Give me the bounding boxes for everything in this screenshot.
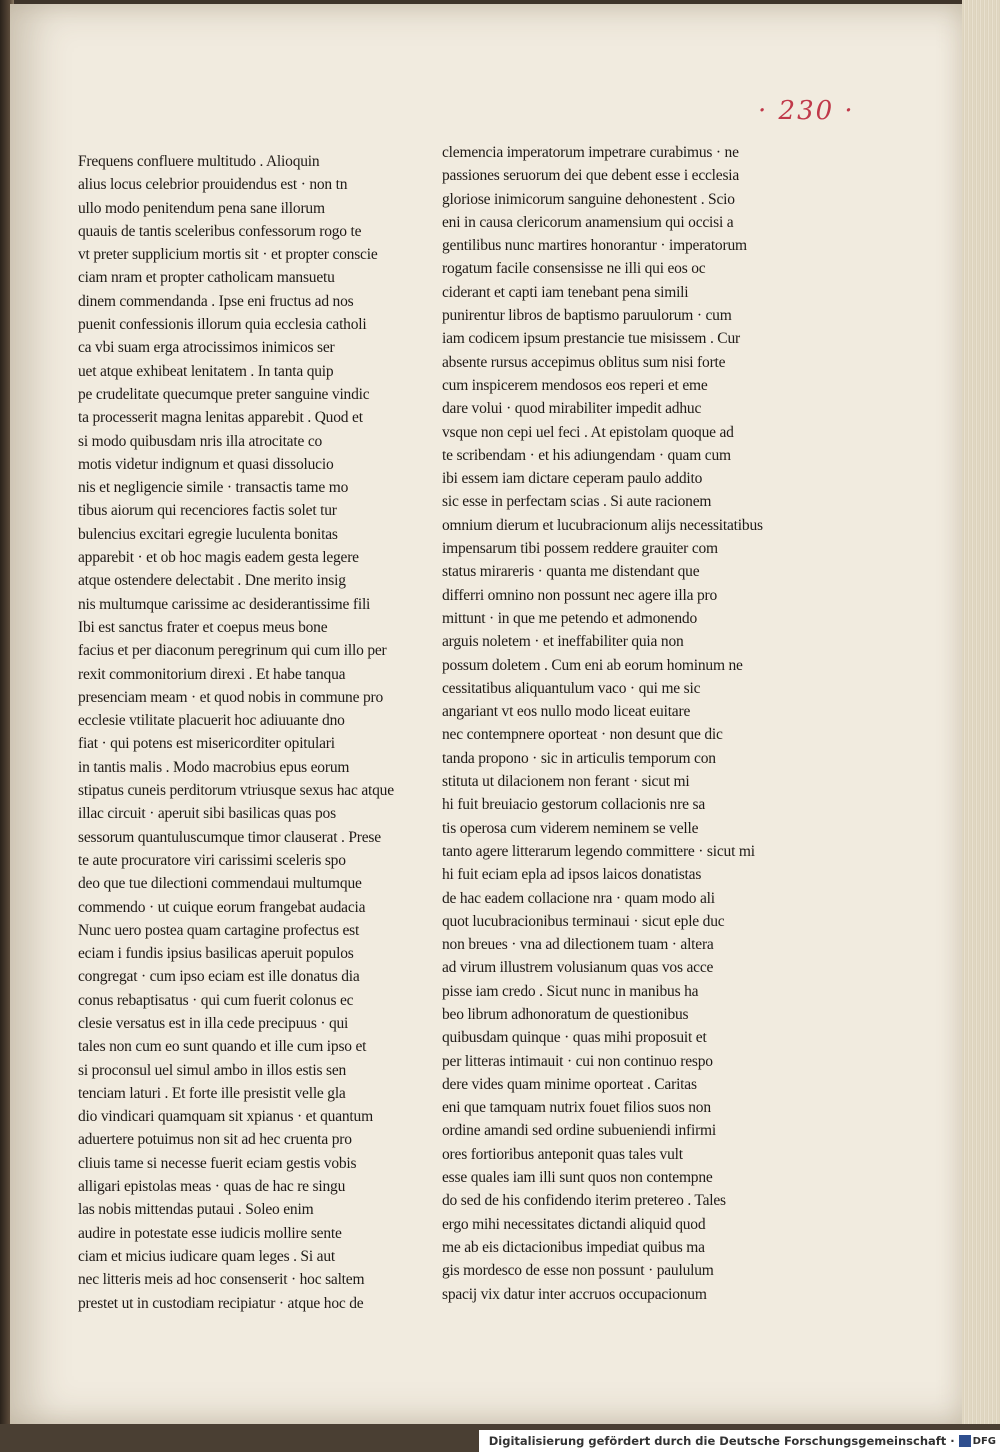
text-line: eciam i fundis ipsius basilicas aperuit populos <box>78 945 354 963</box>
text-line: ciam nram et propter catholicam mansuetu <box>78 269 335 287</box>
text-line: de hac eadem collacione nra · quam modo ali <box>442 889 715 907</box>
dfg-logo <box>959 1435 996 1447</box>
text-line: differri omnino non possunt nec agere illa pro <box>442 586 718 604</box>
text-line: hi fuit eciam epla ad ipsos laicos donatistas <box>442 866 702 884</box>
text-line: rogatum facile consensisse ne illi qui eos oc <box>442 260 706 278</box>
text-line: bulencius excitari egregie luculenta bonitas <box>78 525 338 543</box>
text-line: cessitatibus aliquantulum vaco · qui me sic <box>442 679 701 697</box>
text-line: pisse iam credo . Sicut nunc in manibus ha <box>442 982 699 1000</box>
text-line: pe crudelitate quecumque preter sanguine vindic <box>78 385 370 403</box>
text-line: nis et negligencie simile · transactis tame mo <box>78 479 349 497</box>
text-line: alligari epistolas meas · quas de hac re singu <box>78 1178 346 1196</box>
text-line: dinem commendanda . Ipse eni fructus ad nos <box>78 292 354 310</box>
text-line: presenciam meam · et quod nobis in commune pro <box>78 688 384 706</box>
text-line: ores fortioribus anteponit quas tales vult <box>442 1145 683 1163</box>
text-line: audire in potestate esse iudicis mollire sente <box>78 1224 342 1242</box>
text-line: facius et per diaconum peregrinum qui cum illo per <box>78 642 387 660</box>
text-line: dio vindicari quamquam sit xpianus · et quantum <box>78 1108 373 1126</box>
right-text-column <box>442 141 770 1306</box>
text-line: vsque non cepi uel feci . At epistolam quoque ad <box>442 423 734 441</box>
text-line: illac circuit · aperuit sibi basilicas quas pos <box>78 805 336 823</box>
text-line: do sed de his confidendo iterim pretereo . Tales <box>442 1192 726 1210</box>
text-line: nis multumque carissime ac desiderantissime fili <box>78 595 371 613</box>
text-line: hi fuit breuiacio gestorum collacionis nre sa <box>442 796 706 814</box>
text-line: motis videtur indignum et quasi dissolucio <box>78 455 334 473</box>
text-line: tanda propono · sic in articulis temporum con <box>442 749 716 767</box>
text-line: angariant vt eos nullo modo liceat euitare <box>442 703 691 721</box>
text-line: vt preter supplicium mortis sit · et propter conscie <box>78 246 378 264</box>
text-line: gentilibus nunc martires honorantur · imperatorum <box>442 237 747 255</box>
dfg-logo-icon <box>959 1435 971 1447</box>
text-line: esse quales iam illi sunt quos non contempne <box>442 1169 713 1187</box>
text-line: ergo mihi necessitates dictandi aliquid quod <box>442 1215 706 1233</box>
text-line: alius locus celebrior prouidendus est · non tn <box>78 176 348 194</box>
text-line: ciam et micius iudicare quam leges . Si aut <box>78 1247 335 1265</box>
text-line: ca vbi suam erga atrocissimos inimicos ser <box>78 339 335 357</box>
text-line: mittunt · in que me petendo et admonendo <box>442 609 698 627</box>
text-line: eni que tamquam nutrix fouet filios suos non <box>442 1099 711 1117</box>
text-line: ta processerit magna lenitas apparebit . Quod et <box>78 409 363 427</box>
text-line: eni in causa clericorum anamensium qui occisi a <box>442 213 734 231</box>
text-line: quibusdam quinque · quas mihi proposuit et <box>442 1029 707 1047</box>
text-line: tenciam laturi . Et forte ille presistit velle gla <box>78 1084 346 1102</box>
text-line: si proconsul uel simul ambo in illos estis sen <box>78 1061 347 1079</box>
text-line: te scribendam · et his adiungendam · quam cum <box>442 446 731 464</box>
text-line: ordine amandi sed ordine subueniendi infirmi <box>442 1122 717 1140</box>
text-line: spacij vix datur inter accruos occupacionum <box>442 1285 707 1303</box>
text-line: in tantis malis . Modo macrobius epus eorum <box>78 758 350 776</box>
text-line: gis mordesco de esse non possunt · paululum <box>442 1262 714 1280</box>
text-line: si modo quibusdam nris illa atrocitate co <box>78 432 323 450</box>
text-line: absente rursus accepimus oblitus sum nisi forte <box>442 353 726 371</box>
text-line: beo librum adhonoratum de questionibus <box>442 1005 689 1023</box>
text-line: conus rebaptisatus · qui cum fuerit colonus ec <box>78 991 354 1009</box>
text-line: stituta ut dilacionem non ferant · sicut mi <box>442 773 690 791</box>
dfg-logo-text: DFG <box>972 1435 996 1447</box>
text-line: punirentur libros de baptismo paruulorum · cum <box>442 307 732 325</box>
text-line: possum doletem . Cum eni ab eorum hominum ne <box>442 656 743 674</box>
text-line: non breues · vna ad dilectionem tuam · altera <box>442 936 714 954</box>
text-line: cum inspicerem mendosos eos reperi et eme <box>442 376 708 394</box>
text-line: ad virum illustrem volusianum quas vos acce <box>442 959 714 977</box>
text-line: atque ostendere delectabit . Dne merito insig <box>78 572 346 590</box>
digitization-footer <box>479 1430 1000 1452</box>
page-edges <box>962 0 1000 1452</box>
text-line: iam codicem ipsum prestancie tue misissem . Cur <box>442 330 740 348</box>
text-line: me ab eis dictacionibus impediat quibus ma <box>442 1238 705 1256</box>
text-line: tanto agere litterarum legendo committere · sicut mi <box>442 842 755 860</box>
text-line: ullo modo penitendum pena sane illorum <box>78 199 325 217</box>
text-line: status mirareris · quanta me distendant que <box>442 563 700 581</box>
text-line: nec litteris meis ad hoc consenserit · hoc saltem <box>78 1271 365 1289</box>
text-line: deo que tue dilectioni commendaui multumque <box>78 875 362 893</box>
text-line: ibi essem iam dictare ceperam paulo addito <box>442 470 703 488</box>
text-line: impensarum tibi possem reddere grauiter com <box>442 540 718 558</box>
text-line: quot lucubracionibus terminaui · sicut eple duc <box>442 912 725 930</box>
text-line: gloriose inimicorum sanguine dehonestent . Scio <box>442 190 735 208</box>
left-text-column <box>78 150 396 1315</box>
text-line: uet atque exhibeat lenitatem . In tanta quip <box>78 362 334 380</box>
text-line: dere vides quam minime oporteat . Caritas <box>442 1075 697 1093</box>
text-line: passiones seruorum dei que debent esse i ecclesia <box>442 167 740 185</box>
text-line: tales non cum eo sunt quando et ille cum ipso et <box>78 1038 367 1056</box>
text-line: omnium dierum et lucubracionum alijs necessitatibus <box>442 516 763 534</box>
text-line: nec contempnere oporteat · non desunt que dic <box>442 726 723 744</box>
text-line: tibus aiorum qui recenciores factis solet tur <box>78 502 337 520</box>
text-line: sessorum quantuluscumque timor clauserat . Prese <box>78 828 381 846</box>
text-line: Nunc uero postea quam cartagine profectus est <box>78 921 360 939</box>
text-line: arguis noletem · et ineffabiliter quia non <box>442 633 684 651</box>
text-line: te aute procuratore viri carissimi sceleris spo <box>78 851 346 869</box>
text-line: stipatus cuneis perditorum vtriusque sexus hac atque <box>78 782 394 800</box>
text-line: quauis de tantis sceleribus confessorum rogo te <box>78 222 362 240</box>
text-line: commendo · ut cuique eorum frangebat audacia <box>78 898 366 916</box>
text-line: clesie versatus est in illa cede precipuus · qui <box>78 1014 349 1032</box>
folio-number: · 230 · <box>758 96 855 126</box>
text-line: puenit confessionis illorum quia ecclesia catholi <box>78 316 367 334</box>
text-line: las nobis mittendas putaui . Soleo enim <box>78 1201 314 1219</box>
text-line: Frequens confluere multitudo . Alioquin <box>78 153 320 170</box>
text-line: sic esse in perfectam scias . Si aute racionem <box>442 493 712 511</box>
text-line: prestet ut in custodiam recipiatur · atque hoc de <box>78 1294 364 1312</box>
text-line: cliuis tame si necesse fuerit eciam gestis vobis <box>78 1154 357 1172</box>
text-line: fiat · qui potens est misericorditer opitulari <box>78 735 335 753</box>
text-line: dare volui · quod mirabiliter impedit adhuc <box>442 400 702 418</box>
text-line: ecclesie vtilitate placuerit hoc adiuuante dno <box>78 712 345 730</box>
text-line: clemencia imperatorum impetrare curabimus · ne <box>442 144 739 161</box>
text-line: tis operosa cum viderem neminem se velle <box>442 819 699 837</box>
text-line: apparebit · et ob hoc magis eadem gesta legere <box>78 549 359 567</box>
text-line: Ibi est sanctus frater et coepus meus bone <box>78 618 328 636</box>
footer-credit: Digitalisierung gefördert durch die Deutsche Forschungsgemeinschaft · <box>488 1434 955 1448</box>
text-line: congregat · cum ipso eciam est ille donatus dia <box>78 968 360 986</box>
text-line: per litteras intimauit · cui non continuo respo <box>442 1052 713 1070</box>
text-line: rexit commonitorium direxi . Et habe tanqua <box>78 665 346 683</box>
text-line: ciderant et capti iam tenebant pena simili <box>442 283 689 301</box>
text-line: aduertere potuimus non sit ad hec cruenta pro <box>78 1131 352 1149</box>
